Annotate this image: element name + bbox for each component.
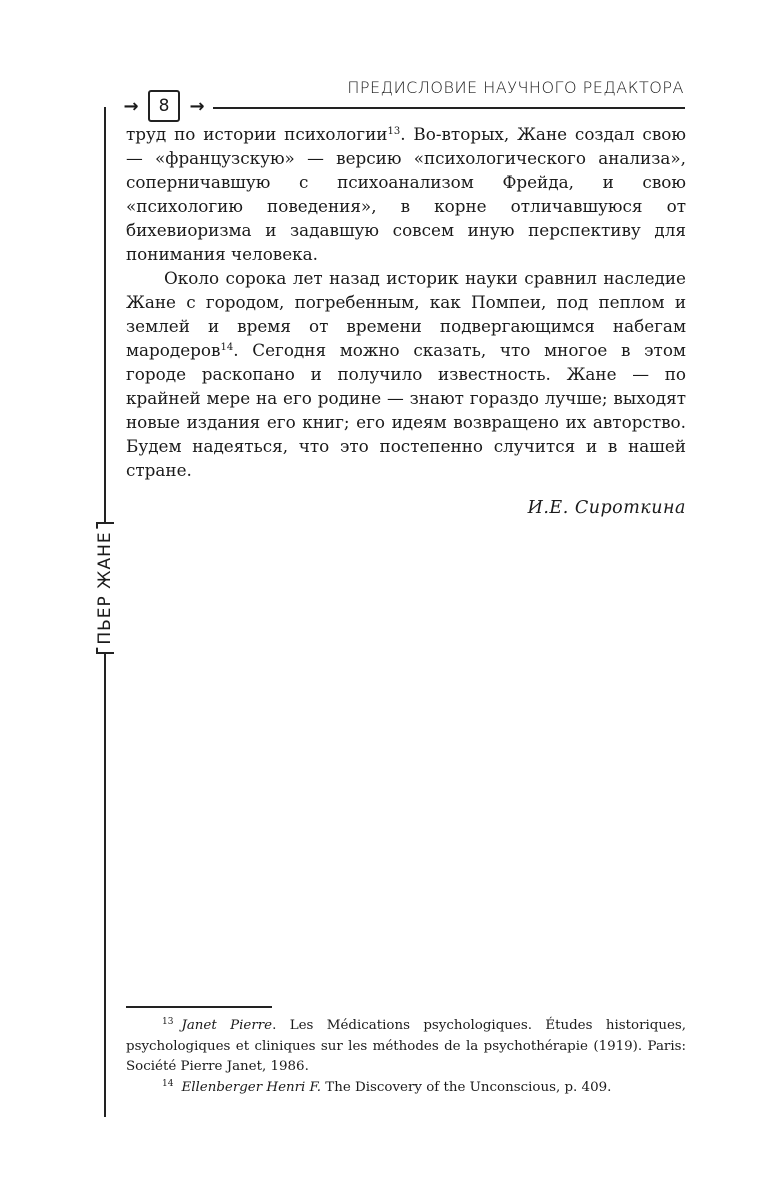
footnote-number: 13 <box>162 1017 174 1027</box>
footnote-text: The Discovery of the Unconscious, p. 409. <box>321 1079 612 1095</box>
footnote-author: Janet Pierre <box>181 1018 273 1033</box>
arrow-right-icon: → <box>123 95 139 117</box>
paragraph-text: . Сегодня можно сказать, что многое в этом городе раскопано и получило известность. Жане — по крайней мере на его родине — знают гораздо лучше; выходят новые издания его книг; его идеям возвращено их авторство. Будем надеяться, что это постепенно случится и в нашей стране. <box>126 340 686 480</box>
body-text <box>126 122 686 482</box>
running-title: ПРЕДИСЛОВИЕ НАУЧНОГО РЕДАКТОРА <box>347 78 684 97</box>
footnote <box>126 1016 686 1078</box>
arrow-right-icon: → <box>189 95 205 117</box>
page-number: 8 <box>148 90 180 122</box>
paragraph-text: Около сорока лет назад историк науки сравнил наследие Жане с городом, погребенным, как Помпеи, под пеплом и землей и время от времени подвергающимся набегам мародеров <box>126 268 686 360</box>
footnote-text: . Les Médications psychologiques. Études historiques, psychologiques et cliniques sur les méthodes de la psychothérapie (1919). Paris: Société Pierre Janet, 1986. <box>126 1018 687 1074</box>
paragraph <box>126 122 686 266</box>
footnote-ref: 13 <box>387 126 401 137</box>
header-rule <box>213 107 685 109</box>
footnote-author: Ellenberger Henri F. <box>181 1079 322 1095</box>
author-side-label: ПЬЕР ЖАНЕ <box>95 528 115 647</box>
paragraph-text: труд по истории психологии <box>126 124 388 144</box>
paragraph-text: . Во-вторых, Жане создал свою — «французскую» — версию «психологического анализа», соперничавшую с психоанализом Фрейда, и свою «психологию поведения», в корне отличавшуюся от бихевиоризма и задавшую совсем иную перспективу для понимания человека. <box>126 124 686 264</box>
paragraph <box>126 266 686 482</box>
page-number-block <box>114 88 214 124</box>
footnotes <box>126 1016 686 1098</box>
footnote-ref: 14 <box>220 342 234 353</box>
footnote-number: 14 <box>162 1078 174 1089</box>
footnote-rule <box>126 1006 272 1008</box>
signature: И.Е. Сироткина <box>527 498 686 518</box>
footnote <box>126 1078 686 1099</box>
